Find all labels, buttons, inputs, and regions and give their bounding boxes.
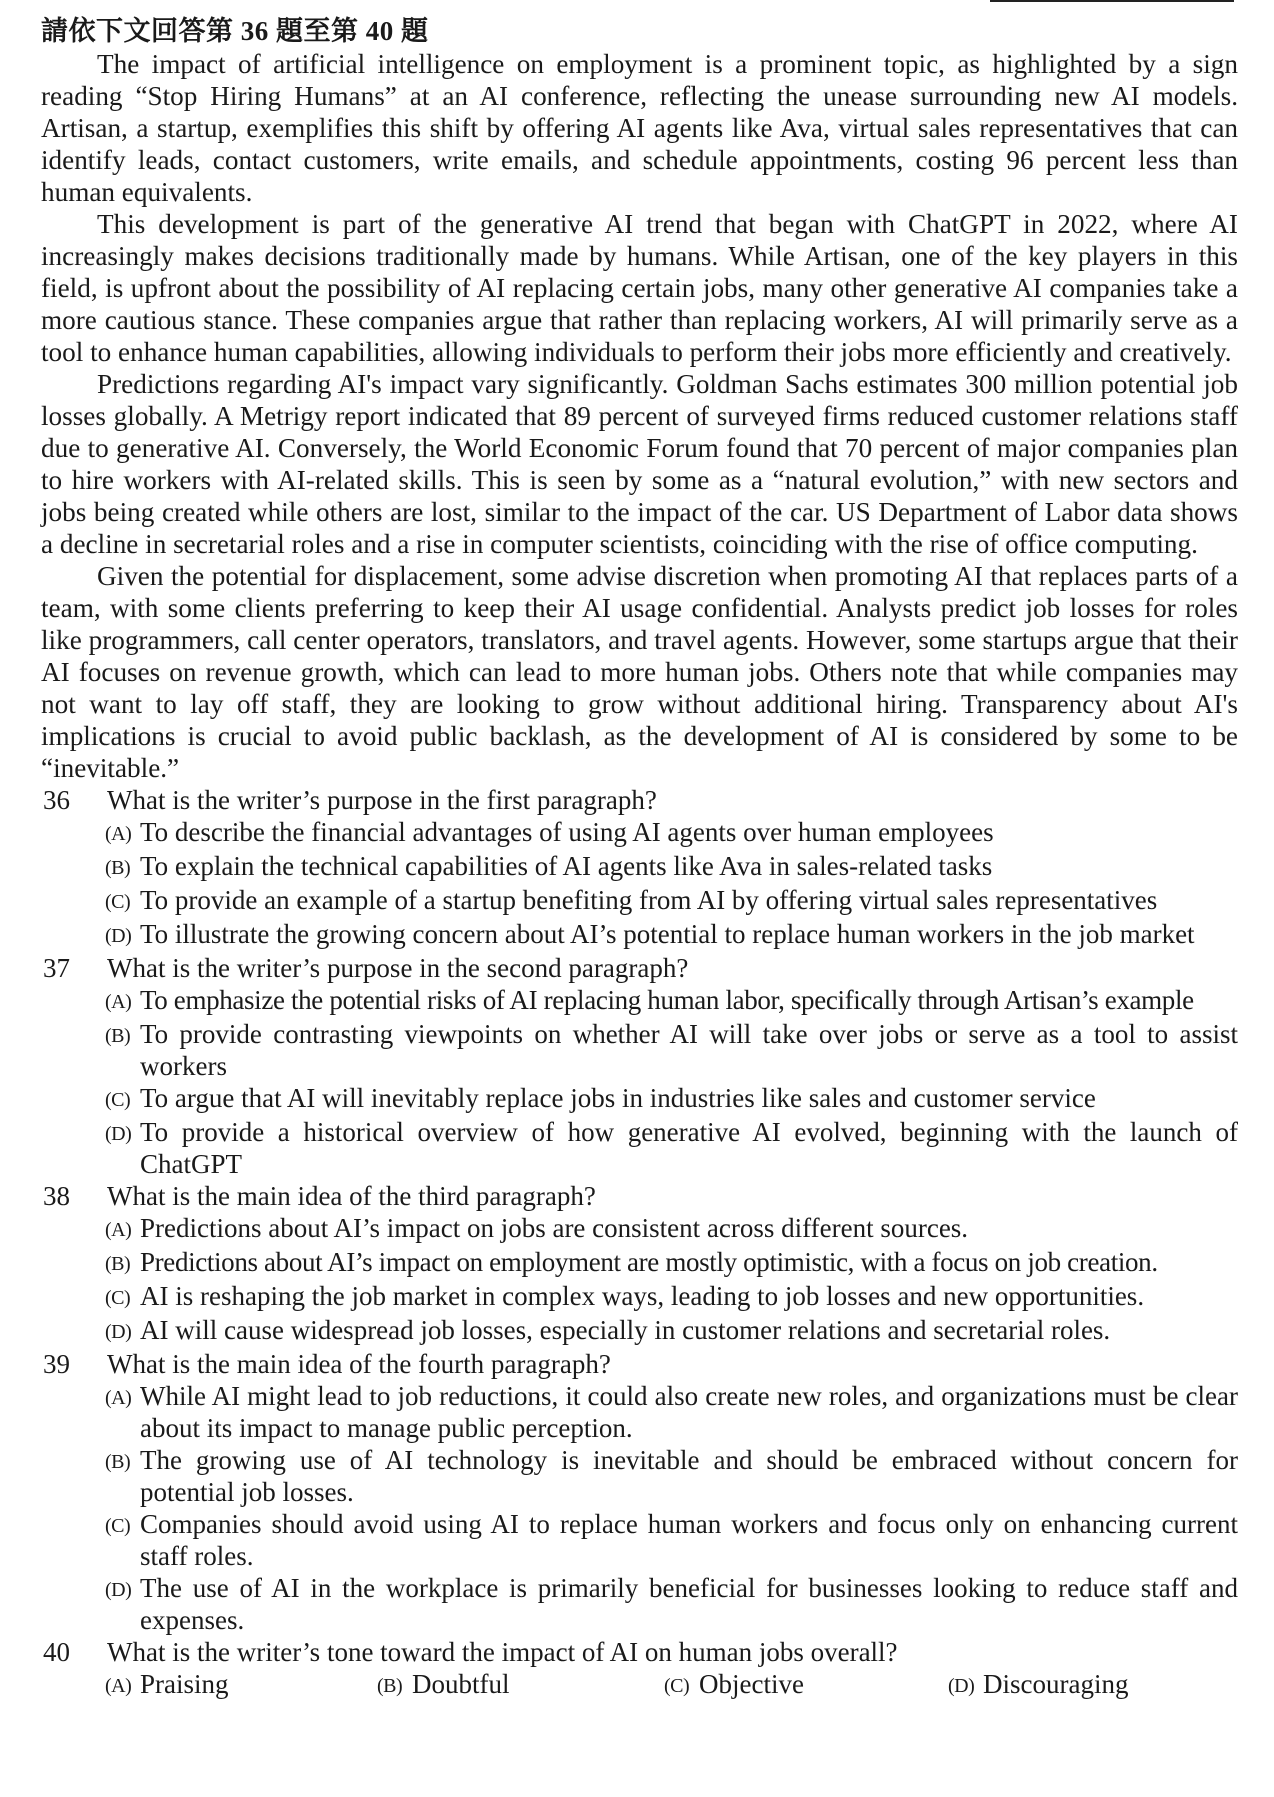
option-a[interactable] [105, 816, 1238, 850]
answer-options [105, 1380, 1238, 1636]
option-text: While AI might lead to job reductions, it could also create new roles, and organizations must be clear about its impact to manage public perception. [140, 1381, 1238, 1443]
option-d[interactable] [948, 1668, 1178, 1702]
option-letter: (B) [105, 1451, 131, 1473]
question-number: 40 [43, 1637, 70, 1667]
option-text: Predictions about AI’s impact on jobs are consistent across different sources. [140, 1213, 969, 1243]
option-letter: (C) [105, 1089, 131, 1111]
option-b[interactable] [105, 850, 1238, 884]
option-d[interactable] [105, 1314, 1238, 1348]
option-letter: (A) [105, 1219, 132, 1241]
passage-paragraph-3: Predictions regarding AI's impact vary significantly. Goldman Sachs estimates 300 million potential job losses globally. A Metrigy report indicated that 89 percent of surveyed firms reduced customer relations staff due to generative AI. Conversely, the World Economic Forum found that 70 percent of major companies plan to hire workers with AI-related skills. This is seen by some as a “natural evolution,” with new sectors and jobs being created while others are lost, similar to the impact of the car. US Department of Labor data shows a decline in secretarial roles and a rise in computer scientists, coinciding with the rise of office computing. [41, 369, 1238, 559]
option-text: To provide contrasting viewpoints on whether AI will take over jobs or serve as a tool to assist workers [140, 1019, 1238, 1081]
question-40 [41, 1636, 1238, 1702]
option-b[interactable] [105, 1018, 1238, 1082]
option-a[interactable] [105, 1380, 1238, 1444]
question-number: 36 [43, 785, 70, 815]
section-heading: 請依下文回答第 36 題至第 40 題 [41, 16, 429, 46]
answer-options [105, 816, 1238, 952]
option-a[interactable] [105, 1212, 1238, 1246]
option-c[interactable] [105, 1508, 1238, 1572]
option-letter: (C) [105, 1287, 131, 1309]
option-d[interactable] [105, 1572, 1238, 1636]
option-letter: (A) [105, 1675, 132, 1697]
passage-paragraph-4: Given the potential for displacement, some advise discretion when promoting AI that replaces parts of a team, with some clients preferring to keep their AI usage confidential. Analysts predict job losses for roles like programmers, call center operators, translators, and travel agents. However, some startups argue that their AI focuses on revenue growth, which can lead to more human jobs. Others note that while companies may not want to lay off staff, they are looking to grow without additional hiring. Transparency about AI's implications is crucial to avoid public backlash, as the development of AI is considered by some to be “inevitable.” [41, 561, 1238, 783]
option-text: Objective [699, 1669, 804, 1699]
question-stem: What is the writer’s purpose in the second paragraph? [107, 953, 689, 983]
option-a[interactable] [105, 984, 1238, 1018]
option-text: Predictions about AI’s impact on employment are mostly optimistic, with a focus on job creation. [140, 1247, 1158, 1277]
question-number: 39 [43, 1349, 70, 1379]
option-text: AI is reshaping the job market in complex ways, leading to job losses and new opportunities. [140, 1281, 1145, 1311]
option-letter: (D) [105, 925, 132, 947]
option-letter: (B) [377, 1675, 403, 1697]
option-text: Doubtful [412, 1669, 510, 1699]
header-rule [990, 0, 1234, 2]
passage-paragraph-1: The impact of artificial intelligence on employment is a prominent topic, as highlighted by a sign reading “Stop Hiring Humans” at an AI conference, reflecting the unease surrounding new AI models. Artisan, a startup, exemplifies this shift by offering AI agents like Ava, virtual sales representatives that can identify leads, contact customers, write emails, and schedule appointments, costing 96 percent less than human equivalents. [41, 49, 1238, 207]
option-letter: (C) [105, 891, 131, 913]
option-text: The growing use of AI technology is inevitable and should be embraced without concern for potential job losses. [140, 1445, 1238, 1507]
option-text: The use of AI in the workplace is primarily beneficial for businesses looking to reduce staff and expenses. [140, 1573, 1238, 1635]
option-text: Discouraging [983, 1669, 1129, 1699]
question-number: 37 [43, 953, 70, 983]
option-letter: (D) [948, 1675, 975, 1697]
question-37 [41, 952, 1238, 1180]
option-letter: (B) [105, 1025, 131, 1047]
option-b[interactable] [377, 1668, 664, 1702]
option-text: Companies should avoid using AI to replace human workers and focus only on enhancing current staff roles. [140, 1509, 1238, 1571]
option-text: To explain the technical capabilities of AI agents like Ava in sales-related tasks [140, 851, 993, 881]
option-letter: (C) [664, 1675, 690, 1697]
option-d[interactable] [105, 918, 1238, 952]
option-letter: (A) [105, 991, 132, 1013]
option-letter: (D) [105, 1579, 132, 1601]
answer-options [105, 1668, 1238, 1702]
option-letter: (A) [105, 823, 132, 845]
option-text: To emphasize the potential risks of AI replacing human labor, specifically through Artisan’s example [140, 985, 1194, 1015]
exam-page [41, 14, 1238, 1702]
question-stem: What is the main idea of the fourth paragraph? [107, 1349, 611, 1379]
option-text: To illustrate the growing concern about AI’s potential to replace human workers in the job market [140, 919, 1195, 949]
option-b[interactable] [105, 1444, 1238, 1508]
question-number: 38 [43, 1181, 70, 1211]
option-c[interactable] [105, 884, 1238, 918]
option-text: Praising [140, 1669, 229, 1699]
option-letter: (D) [105, 1321, 132, 1343]
question-stem: What is the main idea of the third paragraph? [107, 1181, 596, 1211]
option-c[interactable] [105, 1280, 1238, 1314]
passage-paragraph-2: This development is part of the generative AI trend that began with ChatGPT in 2022, where AI increasingly makes decisions traditionally made by humans. While Artisan, one of the key players in this field, is upfront about the possibility of AI replacing certain jobs, many other generative AI companies take a more cautious stance. These companies argue that rather than replacing workers, AI will primarily serve as a tool to enhance human capabilities, allowing individuals to perform their jobs more efficiently and creatively. [41, 209, 1238, 367]
question-39 [41, 1348, 1238, 1636]
question-38 [41, 1180, 1238, 1348]
reading-passage [41, 48, 1238, 784]
option-letter: (D) [105, 1123, 132, 1145]
option-letter: (A) [105, 1387, 132, 1409]
option-d[interactable] [105, 1116, 1238, 1180]
option-letter: (C) [105, 1515, 131, 1537]
option-text: To provide a historical overview of how generative AI evolved, beginning with the launch of ChatGPT [140, 1117, 1238, 1179]
option-text: To provide an example of a startup benefiting from AI by offering virtual sales representatives [140, 885, 1158, 915]
question-stem: What is the writer’s purpose in the first paragraph? [107, 785, 657, 815]
question-36 [41, 784, 1238, 952]
option-text: AI will cause widespread job losses, especially in customer relations and secretarial roles. [140, 1315, 1111, 1345]
option-letter: (B) [105, 857, 131, 879]
answer-options [105, 984, 1238, 1180]
option-text: To describe the financial advantages of using AI agents over human employees [140, 817, 994, 847]
answer-options [105, 1212, 1238, 1348]
option-a[interactable] [105, 1668, 377, 1702]
question-stem: What is the writer’s tone toward the impact of AI on human jobs overall? [107, 1637, 898, 1667]
option-text: To argue that AI will inevitably replace jobs in industries like sales and customer service [140, 1083, 1096, 1113]
option-c[interactable] [664, 1668, 948, 1702]
option-c[interactable] [105, 1082, 1238, 1116]
option-letter: (B) [105, 1253, 131, 1275]
option-b[interactable] [105, 1246, 1238, 1280]
